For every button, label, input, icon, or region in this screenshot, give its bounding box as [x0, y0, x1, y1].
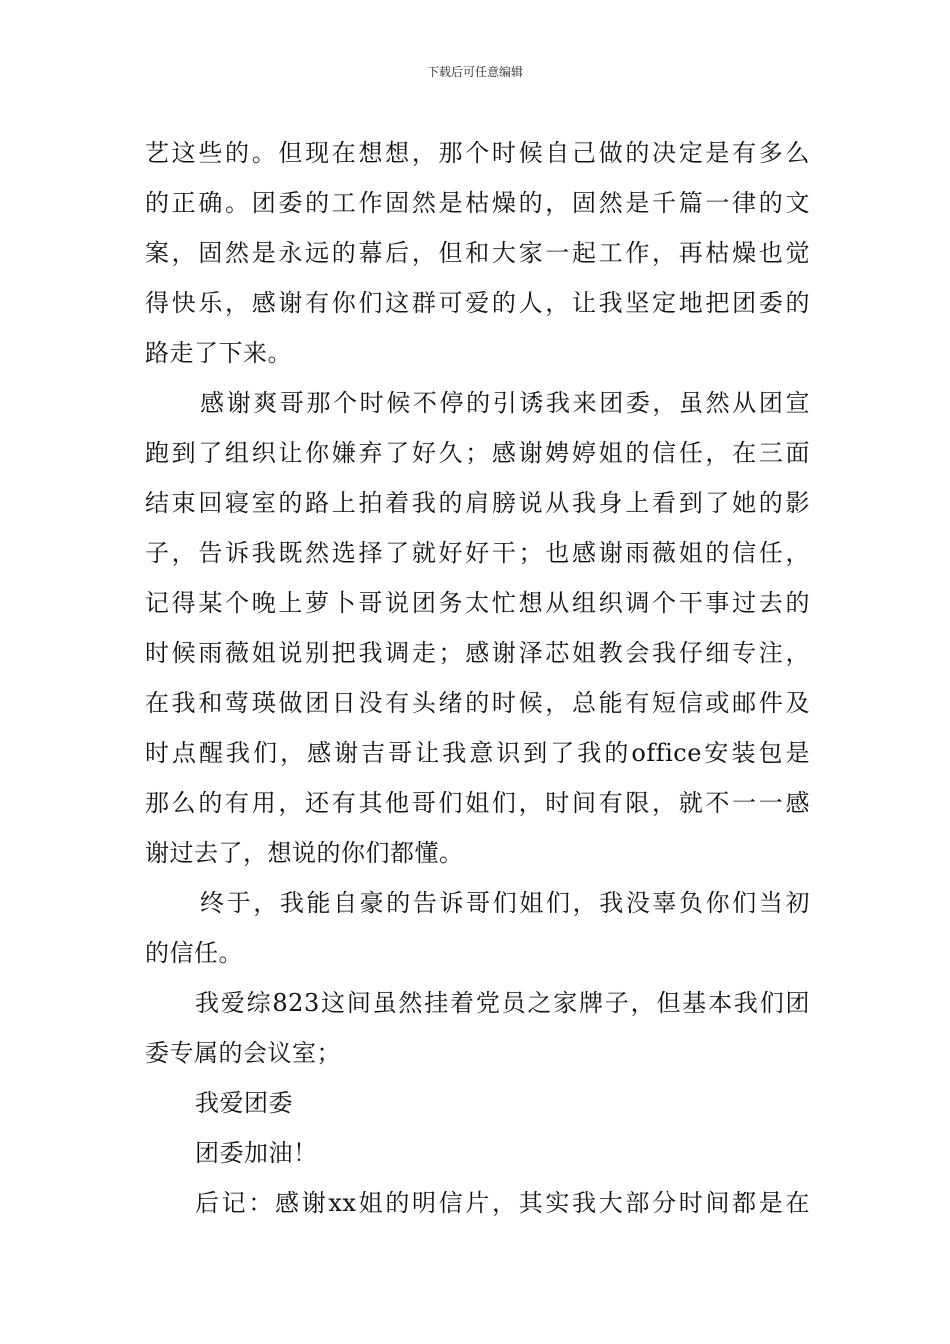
text-line: 案，固然是永远的幕后，但和大家一起工作，再枯燥也觉 — [145, 239, 810, 267]
text-line-paragraph-start: 感谢爽哥那个时候不停的引诱我来团委，虽然从团宣 — [200, 389, 810, 417]
text-line: 子，告诉我既然选择了就好好干；也感谢雨薇姐的信任， — [145, 539, 810, 567]
text-line: 时候雨薇姐说别把我调走；感谢泽芯姐教会我仔细专注， — [145, 639, 810, 667]
text-line: 时点醒我们，感谢吉哥让我意识到了我的office安装包是 — [145, 739, 810, 767]
page-header: 下载后可任意编辑 — [426, 65, 523, 79]
text-line: 的正确。团委的工作固然是枯燥的，固然是千篇一律的文 — [145, 189, 810, 217]
text-line-paragraph: 我爱团委 — [195, 1089, 293, 1117]
text-line: 跑到了组织让你嫌弃了好久；感谢娉婷姐的信任，在三面 — [145, 439, 810, 467]
text-line: 艺这些的。但现在想想，那个时候自己做的决定是有多么 — [145, 139, 810, 167]
text-line: 谢过去了，想说的你们都懂。 — [145, 839, 464, 867]
text-line-paragraph-start: 终于，我能自豪的告诉哥们姐们，我没辜负你们当初 — [200, 889, 810, 917]
text-line-paragraph-start: 后记：感谢xx姐的明信片，其实我大部分时间都是在 — [195, 1189, 810, 1217]
text-line: 那么的有用，还有其他哥们姐们，时间有限，就不一一感 — [145, 789, 810, 817]
text-line: 在我和莺瑛做团日没有头绪的时候，总能有短信或邮件及 — [145, 689, 810, 717]
text-line: 得快乐，感谢有你们这群可爱的人，让我坚定地把团委的 — [145, 289, 810, 317]
text-line: 结束回寝室的路上拍着我的肩膀说从我身上看到了她的影 — [145, 489, 810, 517]
text-line: 路走了下来。 — [145, 339, 292, 367]
text-line-paragraph: 团委加油！ — [195, 1139, 318, 1167]
text-line: 的信任。 — [145, 939, 243, 967]
document-body — [145, 128, 810, 1228]
text-line: 记得某个晚上萝卜哥说团务太忙想从组织调个干事过去的 — [145, 589, 810, 617]
text-line: 委专属的会议室； — [145, 1039, 341, 1067]
text-line-paragraph-start: 我爱综823这间虽然挂着党员之家牌子，但基本我们团 — [195, 989, 810, 1017]
